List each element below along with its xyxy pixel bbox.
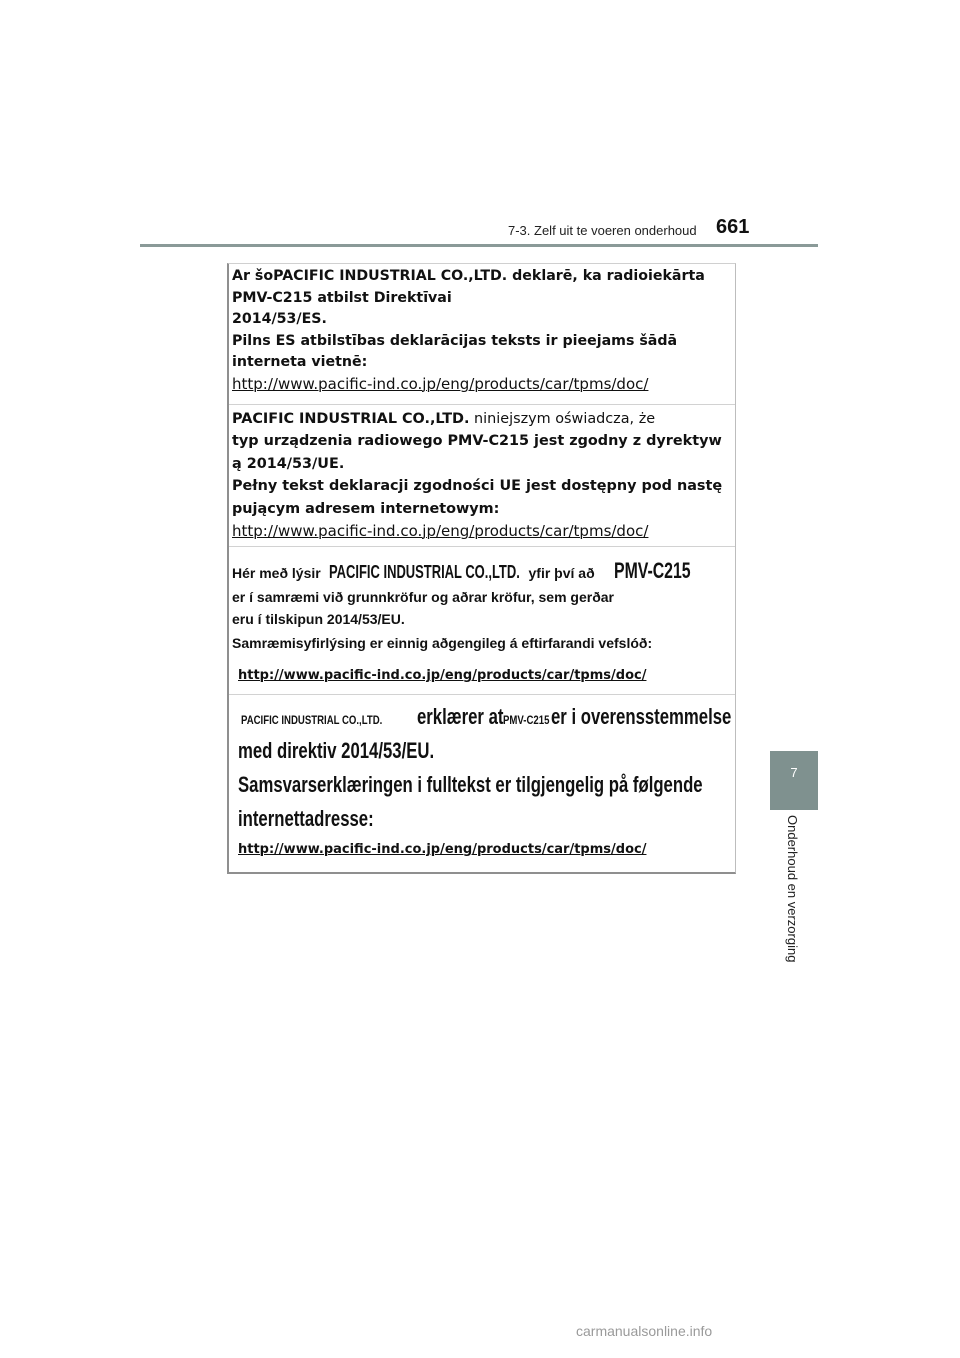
norwegian-mid: erklærer at [416, 704, 504, 729]
latvian-line-5: interneta vietnē: [232, 354, 368, 371]
icelandic-url: http://www.pacific-ind.co.jp/eng/products/car/tpms/doc/ [238, 668, 647, 683]
chapter-number: 7 [790, 765, 798, 780]
norwegian-line-4: internettadresse: [238, 806, 374, 831]
polish-line-3: ą 2014/53/UE. [232, 455, 345, 472]
icelandic-lead: Hér með lýsir [232, 565, 321, 581]
page-number: 661 [716, 216, 750, 238]
latvian-url: http://www.pacific-ind.co.jp/eng/products/car/tpms/doc/ [232, 374, 649, 393]
norwegian-line-1-rest: er i overensstemmelse [550, 704, 732, 729]
polish-line-1 [232, 408, 731, 430]
norwegian-company: PACIFIC INDUSTRIAL CO.,LTD. [240, 713, 383, 727]
icelandic-line-2: er í samræmi við grunnkröfur og aðrar kröfur, sem gerðar [232, 589, 614, 605]
latvian-line-2: PMV-C215 atbilst Direktīvai [232, 289, 452, 306]
chapter-tab [770, 751, 818, 810]
latvian-line-3: 2014/53/ES. [232, 311, 327, 328]
polish-line-5: pującym adresem internetowym: [232, 500, 500, 517]
icelandic-model: PMV-C215 [614, 558, 691, 583]
polish-line-2: typ urządzenia radiowego PMV-C215 jest zgodny z dyrektyw [232, 433, 722, 450]
polish-url: http://www.pacific-ind.co.jp/eng/products/car/tpms/doc/ [232, 522, 649, 541]
declaration-latvian [232, 266, 731, 396]
block-divider [229, 546, 735, 547]
polish-company: PACIFIC INDUSTRIAL CO.,LTD. [232, 411, 470, 427]
icelandic-line-3: eru í tilskipun 2014/53/EU. [232, 611, 405, 627]
norwegian-line-2: med direktiv 2014/53/EU. [238, 738, 435, 763]
icelandic-line-1 [232, 558, 731, 586]
norwegian-line-1 [232, 704, 731, 738]
latvian-line-4: Pilns ES atbilstības deklarācijas teksts ir pieejams šādā [232, 332, 678, 349]
declaration-image [227, 263, 736, 874]
polish-line-4: Pełny tekst deklaracji zgodności UE jest dostępny pod nastę [232, 478, 723, 495]
declaration-polish [232, 408, 731, 542]
norwegian-url: http://www.pacific-ind.co.jp/eng/products/car/tpms/doc/ [238, 842, 647, 857]
header-divider [140, 244, 818, 247]
block-divider [229, 404, 735, 405]
chapter-title: Onderhoud en verzorging [785, 815, 800, 963]
icelandic-company: PACIFIC INDUSTRIAL CO.,LTD. [328, 562, 520, 582]
polish-line-1-rest: niniejszym oświadcza, że [469, 411, 656, 427]
declaration-icelandic [232, 558, 731, 683]
icelandic-line-4: Samræmisyfirlýsing er einnig aðgengileg á eftirfarandi vefslóð: [232, 635, 653, 651]
section-title: 7-3. Zelf uit te voeren onderhoud [508, 223, 697, 238]
latvian-line-1: Ar šoPACIFIC INDUSTRIAL CO.,LTD. deklarē, ka radioiekārta [232, 268, 705, 284]
icelandic-mid: yfir því að [528, 565, 595, 581]
declaration-norwegian [232, 704, 731, 857]
block-divider [229, 694, 735, 695]
norwegian-line-3: Samsvarserklæringen i fulltekst er tilgjengelig på følgende [238, 772, 703, 797]
footer-watermark: carmanualsonline.info [576, 1323, 713, 1339]
norwegian-model: PMV-C215 [502, 713, 550, 727]
